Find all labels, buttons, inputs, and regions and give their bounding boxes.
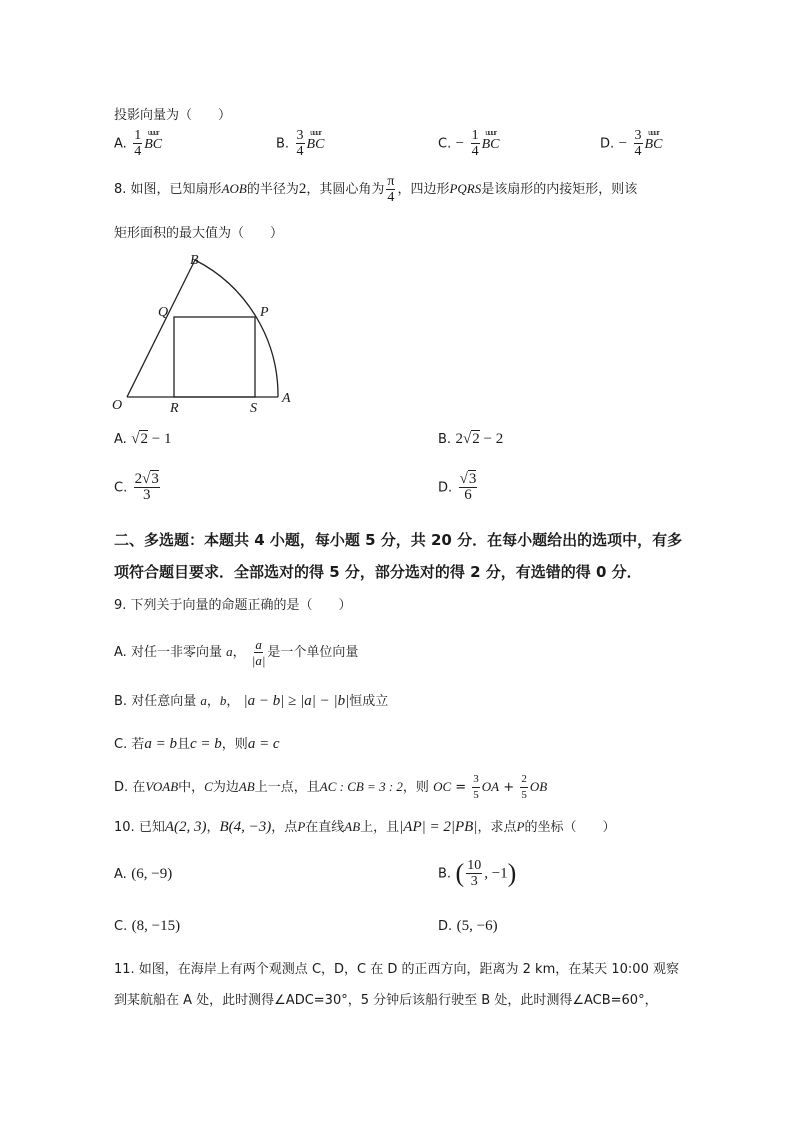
q8-option-d[interactable]: D. $\frac{√3}{6}$ xyxy=(438,471,477,503)
sector-diagram xyxy=(110,252,300,416)
label-o: O xyxy=(112,398,123,413)
fraction: $\frac{1}{4}$ xyxy=(134,128,142,159)
q8-option-a[interactable]: A. √2 − 1 xyxy=(114,431,172,447)
section-heading-line2: 项符合题目要求．全部选对的得 5 分，部分选对的得 2 分，有选错的得 0 分． xyxy=(114,563,642,581)
q7-stem-tail: 投影向量为（ ） xyxy=(114,108,232,123)
q9-option-a[interactable]: A. 对任一非零向量 a， $\frac{a}{|a|}$ 是一个单位向量 xyxy=(114,637,359,668)
radius-ob xyxy=(127,260,195,397)
label-a: A xyxy=(282,391,291,406)
fraction: $\frac{1}{4}$ xyxy=(471,128,479,159)
q8-option-c[interactable]: C. $\frac{2√3}{3}$ xyxy=(114,471,159,503)
fraction: $\frac{3}{4}$ xyxy=(634,128,642,159)
q9-option-d[interactable]: D. 在VOAB中，C为边AB上一点，且AC : CB = 3 : 2，则 OC = $\frac{3}{5}$ OA + $\frac{2}{5}$ OB xyxy=(114,773,548,801)
label-b: B xyxy=(190,253,199,268)
label-p: P xyxy=(260,305,269,320)
q10-option-c[interactable]: C. (8, −15) xyxy=(114,918,181,934)
angle-fraction: $\frac{\pi}{4}$ xyxy=(387,174,395,205)
q9-option-b[interactable]: B. 对任意向量 a，b， |a − b| ≥ |a| − |b|恒成立 xyxy=(114,693,389,709)
section-heading-line1: 二、多选题：本题共 4 小题，每小题 5 分，共 20 分．在每小题给出的选项中，有多 xyxy=(114,531,683,549)
q7-option-b[interactable]: B. $\frac{3}{4}$ uuur BC xyxy=(276,127,325,159)
label-r: R xyxy=(170,401,179,416)
q8-option-b[interactable]: B. 2√2 − 2 xyxy=(438,431,504,447)
q8-stem-line2: 矩形面积的最大值为（ ） xyxy=(114,226,284,241)
q10-stem: 10. 已知A(2, 3)，B(4, −3)，点P在直线AB上，且|AP| = 2|PB|，求点P的坐标（ ） xyxy=(114,819,616,835)
q8-stem: 8. 如图，已知扇形AOB的半径为2，其圆心角为 $\frac{\pi}{4}$ ，四边形PQRS是该扇形的内接矩形，则该 xyxy=(114,174,638,205)
label-s: S xyxy=(250,401,257,416)
q9-option-c[interactable]: C. 若a = b且c = b，则a = c xyxy=(114,736,280,752)
rectangle-pqrs xyxy=(174,317,255,397)
q9-stem: 9. 下列关于向量的命题正确的是（ ） xyxy=(114,598,352,613)
q10-option-a[interactable]: A. (6, −9) xyxy=(114,866,173,882)
q11-stem-line2: 到某航船在 A 处，此时测得∠ADC=30°，5 分钟后该船行驶至 B 处，此时测得∠ACB=60°， xyxy=(114,993,658,1008)
q11-stem-line1: 11. 如图，在海岸上有两个观测点 C，D，C 在 D 的正西方向，距离为 2 km，在某天 10:00 观察 xyxy=(114,962,679,977)
q7-option-c[interactable]: C. − $\frac{1}{4}$ uuur BC xyxy=(438,127,500,159)
fraction: $\frac{3}{4}$ xyxy=(296,128,304,159)
arc-ab xyxy=(195,260,278,397)
q10-option-b[interactable]: B. ( $\frac{10}{3}$ , −1) xyxy=(438,858,517,889)
q10-option-d[interactable]: D. (5, −6) xyxy=(438,918,498,934)
q7-option-d[interactable]: D. − $\frac{3}{4}$ uuur BC xyxy=(600,127,663,159)
q7-option-a[interactable]: A. $\frac{1}{4}$ uuur BC xyxy=(114,127,163,159)
label-q: Q xyxy=(158,305,169,320)
